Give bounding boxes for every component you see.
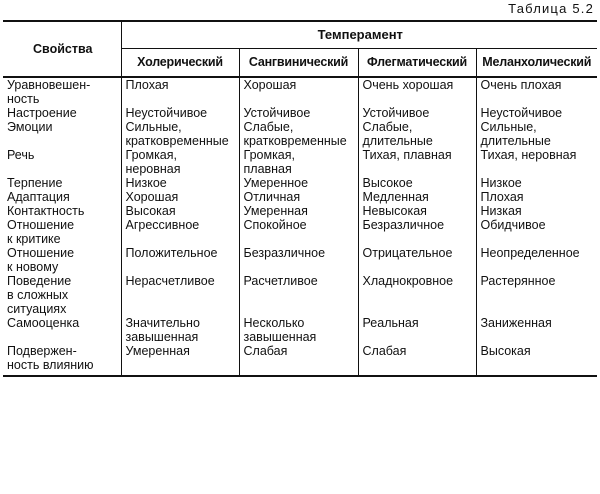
- value-cell-phlegmatic: [358, 120, 476, 148]
- value-line: Расчетливое: [243, 274, 318, 288]
- value-line: Отличная: [243, 190, 301, 204]
- value-line: Высокое: [362, 176, 413, 190]
- property-line: ность: [7, 92, 40, 106]
- value-line: Плохая: [480, 190, 524, 204]
- value-cell-sanguine: [239, 316, 358, 344]
- property-cell: [3, 176, 121, 190]
- value-cell-choleric: [121, 274, 239, 316]
- value-line: Реальная: [362, 316, 419, 330]
- property-line: ность влиянию: [7, 358, 94, 372]
- temperament-table: [3, 20, 597, 377]
- property-cell: [3, 246, 121, 274]
- value-line: Высокая: [480, 344, 531, 358]
- value-line: Очень плохая: [480, 78, 562, 92]
- property-line: Самооценка: [7, 316, 80, 330]
- column-header-melancholic: Меланхолический: [476, 48, 597, 77]
- value-cell-choleric: [121, 204, 239, 218]
- value-line: Растерянное: [480, 274, 556, 288]
- value-cell-sanguine: [239, 218, 358, 246]
- value-line: Низкое: [480, 176, 522, 190]
- value-line: Спокойное: [243, 218, 307, 232]
- table-row: [3, 316, 597, 344]
- value-line: кратковременные: [243, 134, 347, 148]
- table-body: [3, 77, 597, 376]
- property-line: Терпение: [7, 176, 63, 190]
- value-line: Устойчивое: [362, 106, 430, 120]
- property-cell: [3, 274, 121, 316]
- value-line: Тихая, неровная: [480, 148, 577, 162]
- table-row: [3, 106, 597, 120]
- value-cell-sanguine: [239, 246, 358, 274]
- value-line: Умеренное: [243, 176, 309, 190]
- value-cell-melancholic: [476, 106, 597, 120]
- value-line: Низкое: [125, 176, 167, 190]
- value-cell-melancholic: [476, 77, 597, 106]
- table-row: [3, 77, 597, 106]
- column-header-phlegmatic: Флегматический: [358, 48, 476, 77]
- value-line: Слабые,: [243, 120, 294, 134]
- column-header-choleric: Холерический: [121, 48, 239, 77]
- value-cell-choleric: [121, 106, 239, 120]
- value-cell-phlegmatic: [358, 176, 476, 190]
- value-line: Неопределенное: [480, 246, 580, 260]
- value-cell-phlegmatic: [358, 218, 476, 246]
- value-cell-sanguine: [239, 274, 358, 316]
- property-line: Отношение: [7, 218, 75, 232]
- value-cell-sanguine: [239, 120, 358, 148]
- value-line: Безразличное: [362, 218, 445, 232]
- value-line: длительные: [480, 134, 551, 148]
- value-cell-sanguine: [239, 176, 358, 190]
- value-cell-sanguine: [239, 204, 358, 218]
- value-cell-melancholic: [476, 190, 597, 204]
- value-line: Неустойчивое: [480, 106, 563, 120]
- value-cell-melancholic: [476, 148, 597, 176]
- value-cell-sanguine: [239, 190, 358, 204]
- value-line: Медленная: [362, 190, 429, 204]
- property-line: к новому: [7, 260, 59, 274]
- table-caption: Таблица 5.2: [508, 1, 594, 16]
- table-row: [3, 204, 597, 218]
- value-cell-melancholic: [476, 176, 597, 190]
- property-cell: [3, 120, 121, 148]
- value-line: Отрицательное: [362, 246, 453, 260]
- table-row: [3, 218, 597, 246]
- property-cell: [3, 218, 121, 246]
- property-cell: [3, 148, 121, 176]
- value-cell-phlegmatic: [358, 106, 476, 120]
- property-cell: [3, 77, 121, 106]
- value-line: Положительное: [125, 246, 218, 260]
- value-line: Агрессивное: [125, 218, 200, 232]
- value-cell-sanguine: [239, 106, 358, 120]
- property-cell: [3, 106, 121, 120]
- value-line: Значительно: [125, 316, 200, 330]
- value-line: Громкая,: [243, 148, 296, 162]
- table-row: [3, 274, 597, 316]
- table-row: [3, 344, 597, 376]
- value-cell-choleric: [121, 190, 239, 204]
- value-line: Безразличное: [243, 246, 326, 260]
- value-line: Хорошая: [243, 78, 297, 92]
- value-line: плавная: [243, 162, 292, 176]
- value-line: Невысокая: [362, 204, 427, 218]
- property-line: Поведение: [7, 274, 72, 288]
- property-cell: [3, 316, 121, 344]
- property-line: Речь: [7, 148, 35, 162]
- table-row: [3, 190, 597, 204]
- property-line: Настроение: [7, 106, 77, 120]
- value-line: завышенная: [243, 330, 317, 344]
- value-cell-phlegmatic: [358, 246, 476, 274]
- value-cell-choleric: [121, 176, 239, 190]
- value-line: неровная: [125, 162, 181, 176]
- value-line: Нерасчетливое: [125, 274, 215, 288]
- value-cell-sanguine: [239, 344, 358, 376]
- value-cell-melancholic: [476, 246, 597, 274]
- value-line: завышенная: [125, 330, 199, 344]
- value-cell-phlegmatic: [358, 274, 476, 316]
- value-cell-phlegmatic: [358, 148, 476, 176]
- properties-header: Свойства: [3, 21, 121, 77]
- value-line: Несколько: [243, 316, 305, 330]
- value-line: Хладнокровное: [362, 274, 454, 288]
- value-line: Громкая,: [125, 148, 178, 162]
- property-cell: [3, 190, 121, 204]
- value-cell-melancholic: [476, 204, 597, 218]
- value-line: Высокая: [125, 204, 176, 218]
- property-line: в сложных: [7, 288, 69, 302]
- table-row: [3, 176, 597, 190]
- value-line: Сильные,: [480, 120, 537, 134]
- value-line: Обидчивое: [480, 218, 546, 232]
- table-row: [3, 120, 597, 148]
- value-line: Неустойчивое: [125, 106, 208, 120]
- value-cell-phlegmatic: [358, 316, 476, 344]
- value-line: Слабые,: [362, 120, 413, 134]
- value-cell-sanguine: [239, 77, 358, 106]
- value-line: Плохая: [125, 78, 169, 92]
- property-line: Подвержен-: [7, 344, 77, 358]
- value-line: длительные: [362, 134, 433, 148]
- value-line: Слабая: [362, 344, 407, 358]
- property-line: Уравновешен-: [7, 78, 91, 92]
- value-line: Устойчивое: [243, 106, 311, 120]
- value-cell-phlegmatic: [358, 190, 476, 204]
- value-cell-phlegmatic: [358, 204, 476, 218]
- column-header-sanguine: Сангвинический: [239, 48, 358, 77]
- value-cell-choleric: [121, 344, 239, 376]
- value-line: Умеренная: [243, 204, 308, 218]
- value-line: Хорошая: [125, 190, 179, 204]
- property-line: Отношение: [7, 246, 75, 260]
- value-line: Умеренная: [125, 344, 190, 358]
- value-cell-phlegmatic: [358, 77, 476, 106]
- property-cell: [3, 204, 121, 218]
- value-cell-choleric: [121, 148, 239, 176]
- value-cell-choleric: [121, 316, 239, 344]
- value-line: Тихая, плавная: [362, 148, 452, 162]
- value-cell-melancholic: [476, 120, 597, 148]
- value-cell-choleric: [121, 77, 239, 106]
- table-row: [3, 148, 597, 176]
- value-line: Заниженная: [480, 316, 552, 330]
- value-cell-choleric: [121, 246, 239, 274]
- value-line: Слабая: [243, 344, 288, 358]
- property-cell: [3, 344, 121, 376]
- value-line: Низкая: [480, 204, 522, 218]
- temperament-header: Темперамент: [121, 21, 597, 48]
- value-line: Очень хорошая: [362, 78, 454, 92]
- value-cell-choleric: [121, 218, 239, 246]
- value-cell-melancholic: [476, 274, 597, 316]
- property-line: ситуациях: [7, 302, 67, 316]
- table-row: [3, 246, 597, 274]
- value-cell-sanguine: [239, 148, 358, 176]
- value-cell-choleric: [121, 120, 239, 148]
- property-line: к критике: [7, 232, 61, 246]
- value-cell-melancholic: [476, 344, 597, 376]
- value-line: Сильные,: [125, 120, 182, 134]
- property-line: Эмоции: [7, 120, 53, 134]
- value-cell-phlegmatic: [358, 344, 476, 376]
- property-line: Контактность: [7, 204, 85, 218]
- property-line: Адаптация: [7, 190, 70, 204]
- value-cell-melancholic: [476, 218, 597, 246]
- value-cell-melancholic: [476, 316, 597, 344]
- value-line: кратковременные: [125, 134, 229, 148]
